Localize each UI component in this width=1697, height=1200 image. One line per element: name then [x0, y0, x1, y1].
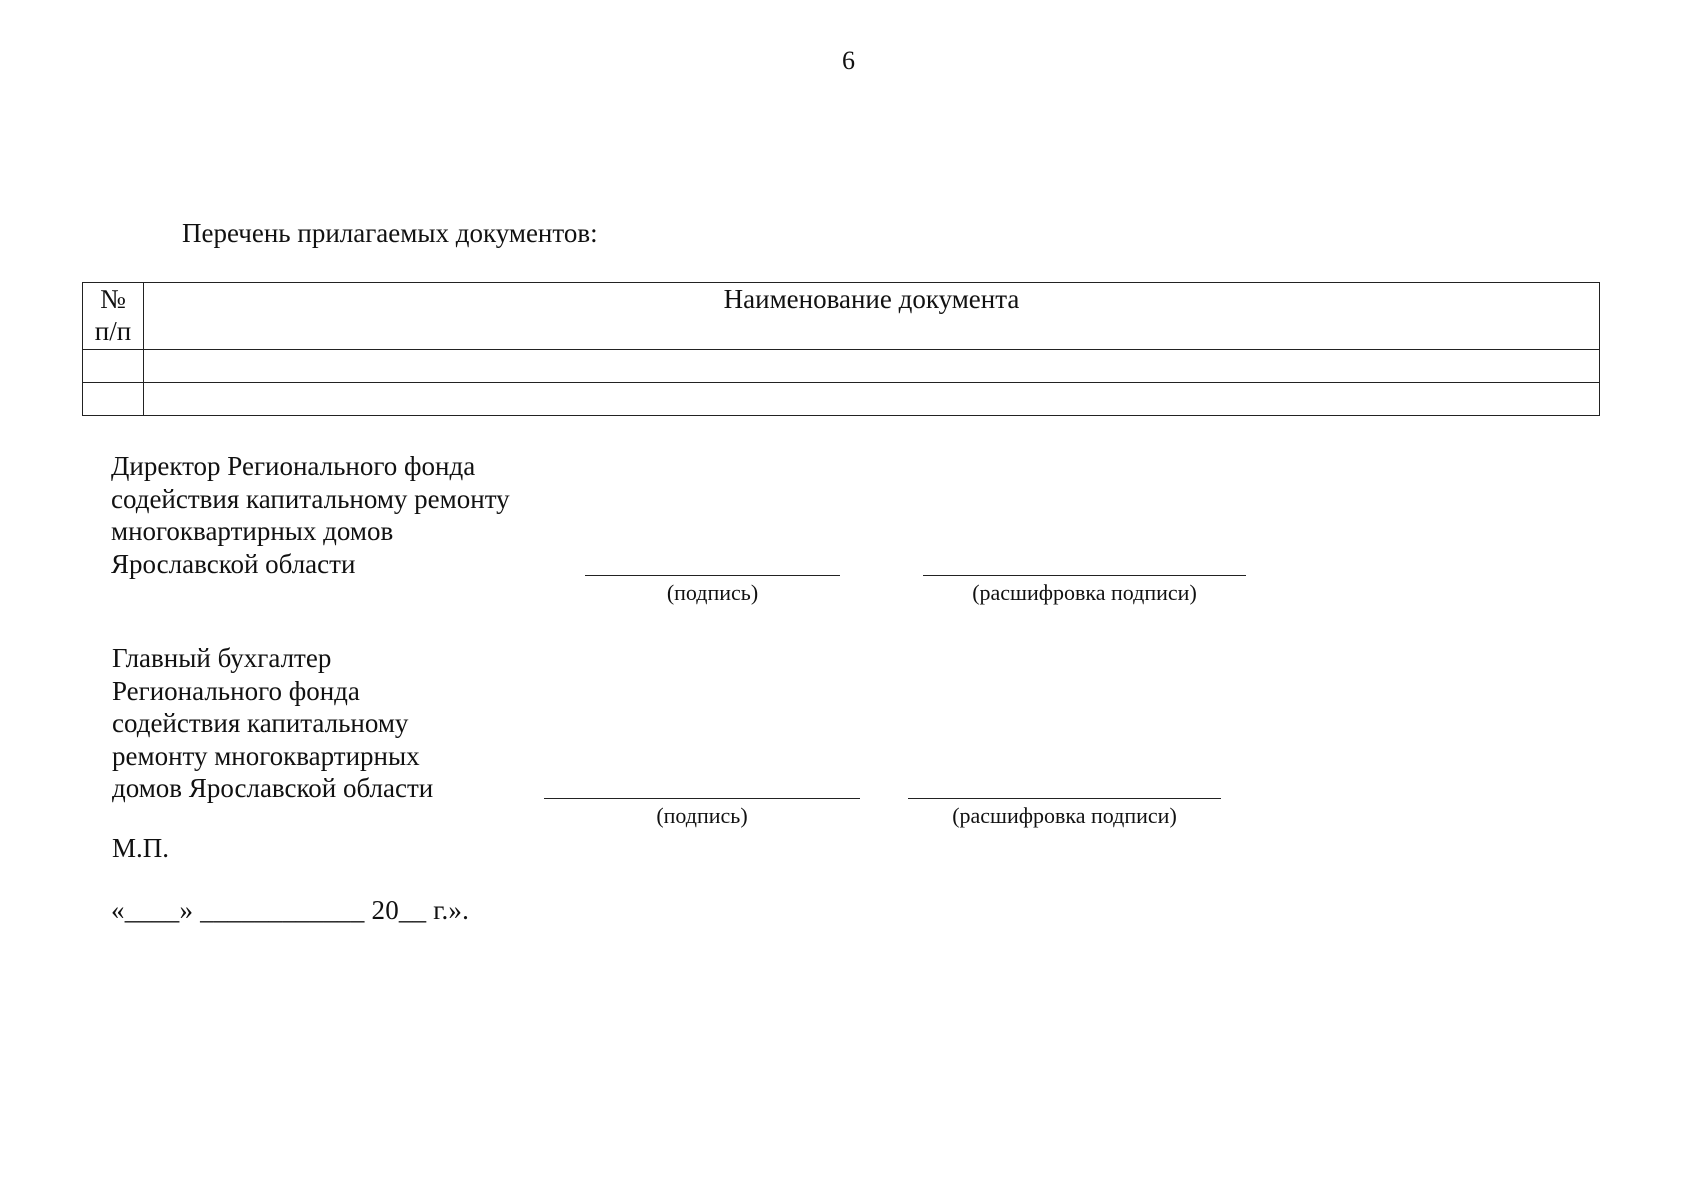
column-header-number	[83, 283, 144, 350]
director-decoding-caption: (расшифровка подписи)	[972, 580, 1197, 605]
documents-table	[82, 282, 1600, 416]
accountant-decoding-caption: (расшифровка подписи)	[952, 803, 1177, 828]
director-signature-caption: (подпись)	[666, 580, 759, 605]
table-header-row	[83, 283, 1600, 350]
table-row	[83, 350, 1600, 383]
date-line: «____» ____________ 20__ г.».	[111, 895, 470, 925]
column-header-document-name: Наименование документа	[144, 283, 1600, 350]
director-title-line: Ярославской области	[111, 548, 356, 579]
document-list-heading: Перечень прилагаемых документов:	[182, 218, 598, 248]
director-title-line: Директор Регионального фонда	[111, 451, 476, 481]
accountant-signature-line	[544, 798, 860, 799]
accountant-signature-caption: (подпись)	[656, 803, 748, 828]
accountant-title-line: Главный бухгалтер	[112, 643, 332, 673]
accountant-title-line: ремонту многоквартирных	[112, 740, 420, 771]
accountant-title-line: содействия капитальному	[112, 708, 409, 738]
table-cell-number	[83, 350, 144, 383]
director-title-line: многоквартирных домов	[111, 516, 394, 546]
accountant-title-line: Регионального фонда	[112, 675, 360, 706]
director-signature-line	[585, 575, 840, 576]
table-row	[83, 383, 1600, 416]
table-cell-number	[83, 383, 144, 416]
column-header-number-line2: п/п	[94, 316, 132, 346]
column-header-number-line1: №	[100, 284, 126, 314]
director-decoding-line	[923, 575, 1246, 576]
table-cell-document-name	[144, 383, 1600, 416]
accountant-decoding-line	[908, 798, 1221, 799]
page-number: 6	[842, 46, 855, 75]
director-title	[111, 450, 510, 580]
accountant-title	[112, 642, 433, 805]
stamp-place-label: М.П.	[112, 833, 170, 863]
accountant-title-line: домов Ярославской области	[112, 773, 434, 803]
table-cell-document-name	[144, 350, 1600, 383]
director-title-line: содействия капитальному ремонту	[111, 483, 510, 514]
